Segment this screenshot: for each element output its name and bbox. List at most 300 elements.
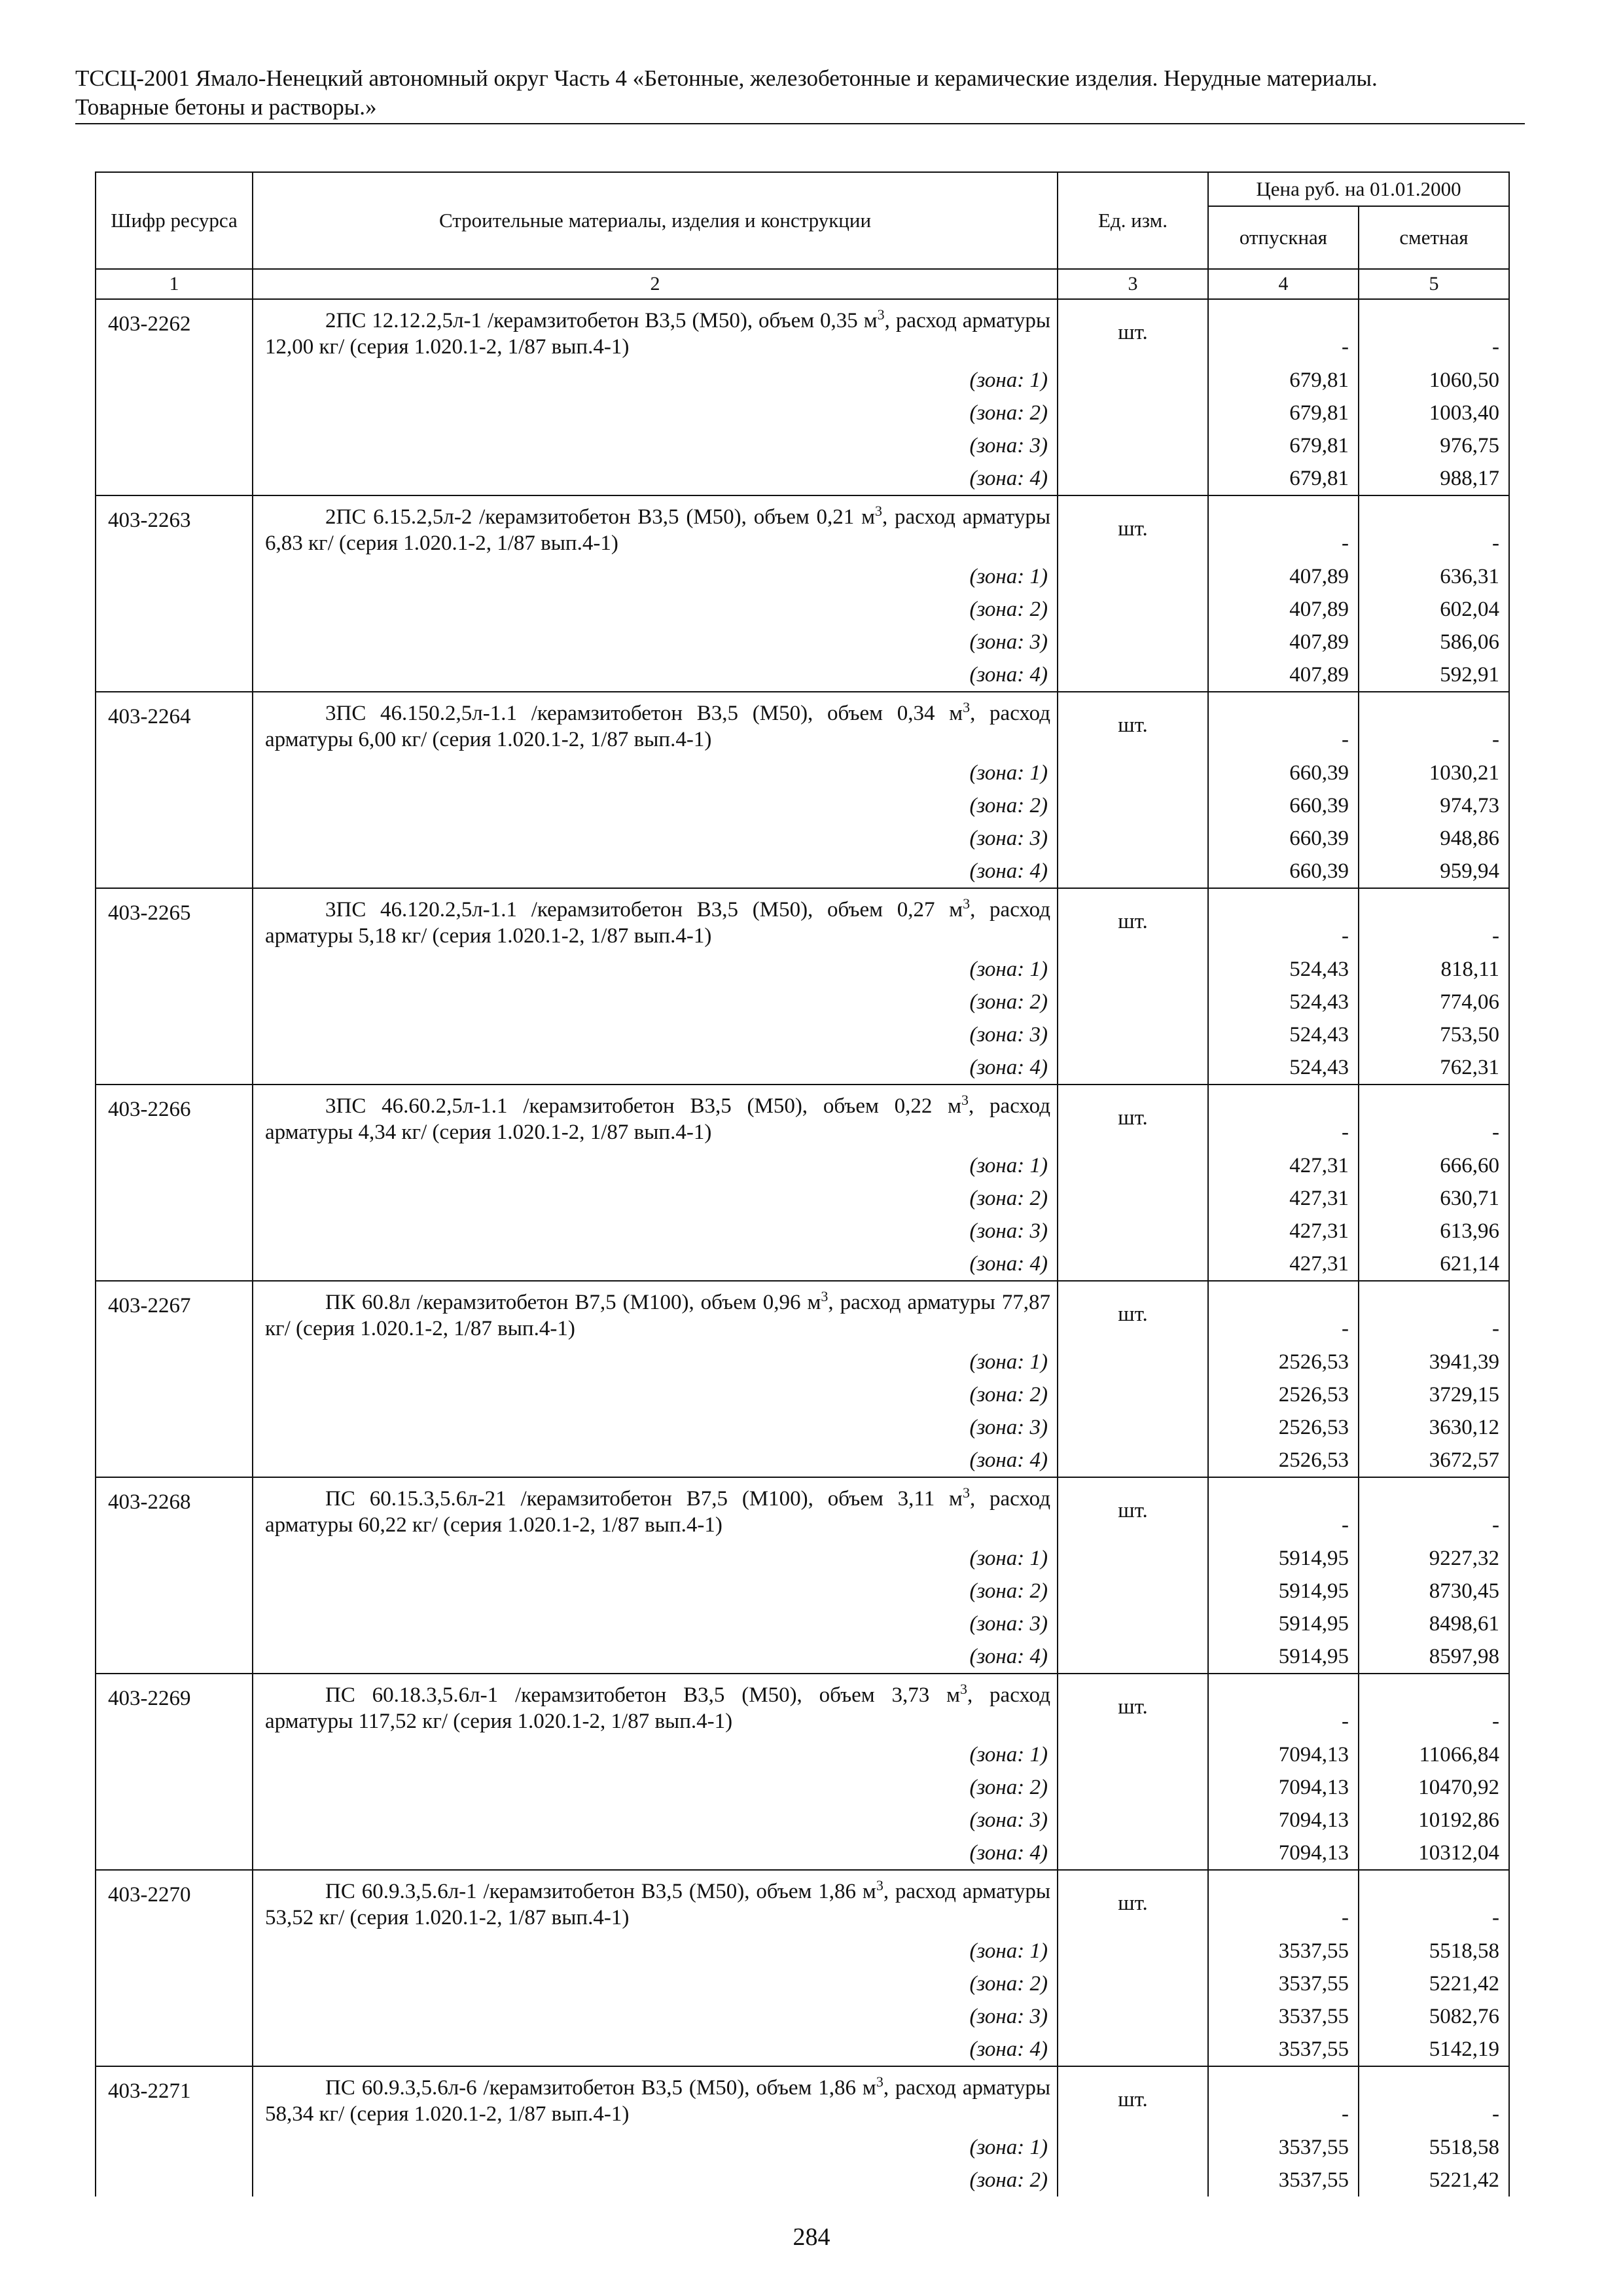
zone-estimate-price: 976,75 [1359, 429, 1509, 462]
zone-estimate-price: 959,94 [1359, 855, 1509, 888]
zone-estimate-price: 621,14 [1359, 1247, 1509, 1281]
zone-label: (зона: 1) [253, 2131, 1058, 2164]
column-number: 3 [1058, 269, 1208, 299]
zone-label: (зона: 1) [253, 1346, 1058, 1378]
zone-row [96, 1182, 1509, 1215]
zone-release-price: 3537,55 [1208, 2131, 1359, 2164]
zone-unit-cell [1058, 397, 1208, 429]
zone-release-price: 524,43 [1208, 1018, 1359, 1051]
cubic-exponent: 3 [959, 1681, 967, 1697]
column-number-row [96, 269, 1509, 299]
price-table-container [95, 171, 1508, 2197]
zone-row [96, 953, 1509, 986]
zone-unit-cell [1058, 1051, 1208, 1085]
material-description [253, 1674, 1058, 1738]
release-price: - [1208, 1085, 1359, 1149]
resource-code: 403-2267 [96, 1281, 253, 1477]
zone-row [96, 1837, 1509, 1870]
zone-unit-cell [1058, 1542, 1208, 1575]
zone-estimate-price: 636,31 [1359, 560, 1509, 593]
zone-row [96, 397, 1509, 429]
zone-release-price: 5914,95 [1208, 1542, 1359, 1575]
description-text: ПС 60.9.3,5.6л-6 /керамзитобетон В3,5 (М50), объем 1,86 м [325, 2076, 876, 2100]
zone-label: (зона: 1) [253, 1149, 1058, 1182]
zone-estimate-price: 5518,58 [1359, 2131, 1509, 2164]
resource-code: 403-2263 [96, 495, 253, 692]
zone-estimate-price: 1060,50 [1359, 364, 1509, 397]
zone-estimate-price: 1030,21 [1359, 757, 1509, 789]
header-line-2: Товарные бетоны и растворы.» [75, 94, 377, 120]
zone-release-price: 679,81 [1208, 462, 1359, 495]
estimate-price: - [1359, 1477, 1509, 1542]
zone-label: (зона: 4) [253, 462, 1058, 495]
unit-of-measure: шт. [1058, 2066, 1208, 2131]
header-price-group: Цена руб. на 01.01.2000 [1208, 172, 1509, 206]
description-text-cont: , расход арматуры 58,34 кг/ (серия 1.020.1-2, 1/87 вып.4-1) [265, 2076, 1050, 2126]
table-row [96, 1085, 1509, 1149]
zone-release-price: 7094,13 [1208, 1738, 1359, 1771]
zone-estimate-price: 988,17 [1359, 462, 1509, 495]
unit-of-measure: шт. [1058, 299, 1208, 364]
cubic-exponent: 3 [876, 1877, 883, 1893]
unit-of-measure: шт. [1058, 1674, 1208, 1738]
estimate-price: - [1359, 888, 1509, 953]
zone-row [96, 822, 1509, 855]
cubic-exponent: 3 [961, 1092, 969, 1108]
zone-estimate-price: 8730,45 [1359, 1575, 1509, 1607]
zone-release-price: 2526,53 [1208, 1411, 1359, 1444]
zone-row [96, 1738, 1509, 1771]
zone-estimate-price: 818,11 [1359, 953, 1509, 986]
zone-release-price: 407,89 [1208, 626, 1359, 658]
zone-estimate-price: 10192,86 [1359, 1804, 1509, 1837]
zone-label: (зона: 1) [253, 364, 1058, 397]
zone-unit-cell [1058, 1738, 1208, 1771]
zone-label: (зона: 4) [253, 658, 1058, 692]
zone-label: (зона: 2) [253, 789, 1058, 822]
zone-label: (зона: 3) [253, 429, 1058, 462]
zone-row [96, 1051, 1509, 1085]
zone-unit-cell [1058, 1444, 1208, 1477]
zone-label: (зона: 1) [253, 1542, 1058, 1575]
zone-label: (зона: 3) [253, 1804, 1058, 1837]
description-text-cont: , расход арматуры 117,52 кг/ (серия 1.020.1-2, 1/87 вып.4-1) [265, 1683, 1050, 1733]
zone-unit-cell [1058, 1215, 1208, 1247]
zone-estimate-price: 753,50 [1359, 1018, 1509, 1051]
zone-label: (зона: 2) [253, 2164, 1058, 2197]
resource-code: 403-2268 [96, 1477, 253, 1674]
page-number: 284 [793, 2223, 830, 2251]
zone-estimate-price: 592,91 [1359, 658, 1509, 692]
zone-label: (зона: 4) [253, 1444, 1058, 1477]
release-price: - [1208, 2066, 1359, 2131]
description-text: ПС 60.15.3,5.6л-21 /керамзитобетон В7,5 (М100), объем 3,11 м [325, 1487, 963, 1511]
zone-row [96, 1771, 1509, 1804]
zone-estimate-price: 1003,40 [1359, 397, 1509, 429]
zone-unit-cell [1058, 560, 1208, 593]
table-row [96, 1477, 1509, 1542]
zone-row [96, 1607, 1509, 1640]
table-row [96, 888, 1509, 953]
cubic-exponent: 3 [877, 306, 885, 323]
zone-estimate-price: 8498,61 [1359, 1607, 1509, 1640]
zone-release-price: 660,39 [1208, 822, 1359, 855]
zone-label: (зона: 3) [253, 1215, 1058, 1247]
zone-row [96, 2000, 1509, 2033]
zone-release-price: 2526,53 [1208, 1444, 1359, 1477]
release-price: - [1208, 1870, 1359, 1935]
estimate-price: - [1359, 495, 1509, 560]
zone-release-price: 427,31 [1208, 1182, 1359, 1215]
zone-row [96, 1149, 1509, 1182]
zone-unit-cell [1058, 1018, 1208, 1051]
cubic-exponent: 3 [876, 2073, 883, 2090]
zone-row [96, 2033, 1509, 2066]
zone-release-price: 524,43 [1208, 953, 1359, 986]
table-body [96, 299, 1509, 2197]
column-number: 4 [1208, 269, 1359, 299]
material-description [253, 2066, 1058, 2131]
zone-estimate-price: 974,73 [1359, 789, 1509, 822]
zone-row [96, 593, 1509, 626]
zone-unit-cell [1058, 822, 1208, 855]
zone-row [96, 626, 1509, 658]
zone-estimate-price: 10470,92 [1359, 1771, 1509, 1804]
zone-estimate-price: 602,04 [1359, 593, 1509, 626]
zone-label: (зона: 3) [253, 626, 1058, 658]
description-text-cont: , расход арматуры 60,22 кг/ (серия 1.020.1-2, 1/87 вып.4-1) [265, 1487, 1050, 1537]
estimate-price: - [1359, 1674, 1509, 1738]
zone-release-price: 2526,53 [1208, 1346, 1359, 1378]
zone-label: (зона: 3) [253, 822, 1058, 855]
zone-unit-cell [1058, 2000, 1208, 2033]
zone-row [96, 1378, 1509, 1411]
zone-label: (зона: 4) [253, 855, 1058, 888]
zone-unit-cell [1058, 855, 1208, 888]
zone-label: (зона: 4) [253, 2033, 1058, 2066]
zone-label: (зона: 1) [253, 1738, 1058, 1771]
resource-code: 403-2262 [96, 299, 253, 495]
zone-label: (зона: 2) [253, 1967, 1058, 2000]
estimate-price: - [1359, 2066, 1509, 2131]
zone-unit-cell [1058, 2131, 1208, 2164]
header-name: Строительные материалы, изделия и конструкции [253, 172, 1058, 269]
zone-unit-cell [1058, 1378, 1208, 1411]
description-text-cont: , расход арматуры 5,18 кг/ (серия 1.020.1-2, 1/87 вып.4-1) [265, 898, 1050, 948]
zone-row [96, 1575, 1509, 1607]
material-description [253, 1281, 1058, 1346]
zone-release-price: 7094,13 [1208, 1837, 1359, 1870]
estimate-price: - [1359, 299, 1509, 364]
header-estimate-price: сметная [1359, 206, 1509, 269]
table-row [96, 692, 1509, 757]
description-text-cont: , расход арматуры 77,87 кг/ (серия 1.020.1-2, 1/87 вып.4-1) [265, 1291, 1050, 1340]
zone-unit-cell [1058, 658, 1208, 692]
zone-unit-cell [1058, 593, 1208, 626]
zone-row [96, 1935, 1509, 1967]
zone-unit-cell [1058, 1346, 1208, 1378]
release-price: - [1208, 1281, 1359, 1346]
zone-unit-cell [1058, 1640, 1208, 1674]
zone-row [96, 462, 1509, 495]
zone-estimate-price: 630,71 [1359, 1182, 1509, 1215]
zone-release-price: 427,31 [1208, 1149, 1359, 1182]
cubic-exponent: 3 [874, 503, 882, 519]
zone-label: (зона: 2) [253, 1378, 1058, 1411]
material-description [253, 1477, 1058, 1542]
zone-estimate-price: 5142,19 [1359, 2033, 1509, 2066]
unit-of-measure: шт. [1058, 1477, 1208, 1542]
zone-row [96, 1542, 1509, 1575]
cubic-exponent: 3 [962, 1484, 970, 1501]
table-row [96, 2066, 1509, 2131]
zone-release-price: 3537,55 [1208, 2000, 1359, 2033]
zone-label: (зона: 4) [253, 1051, 1058, 1085]
zone-release-price: 7094,13 [1208, 1804, 1359, 1837]
material-description [253, 888, 1058, 953]
table-row [96, 299, 1509, 364]
zone-unit-cell [1058, 1607, 1208, 1640]
zone-row [96, 560, 1509, 593]
zone-label: (зона: 2) [253, 1182, 1058, 1215]
zone-unit-cell [1058, 1575, 1208, 1607]
zone-release-price: 2526,53 [1208, 1378, 1359, 1411]
resource-code: 403-2271 [96, 2066, 253, 2197]
material-description [253, 692, 1058, 757]
resource-code: 403-2269 [96, 1674, 253, 1870]
zone-row [96, 1444, 1509, 1477]
zone-row [96, 1215, 1509, 1247]
zone-estimate-price: 613,96 [1359, 1215, 1509, 1247]
header-code: Шифр ресурса [96, 172, 253, 269]
table-row [96, 1281, 1509, 1346]
zone-estimate-price: 9227,32 [1359, 1542, 1509, 1575]
zone-unit-cell [1058, 953, 1208, 986]
zone-release-price: 660,39 [1208, 855, 1359, 888]
description-text: 3ПС 46.150.2,5л-1.1 /керамзитобетон В3,5 (М50), объем 0,34 м [325, 702, 963, 725]
unit-of-measure: шт. [1058, 1085, 1208, 1149]
zone-estimate-price: 10312,04 [1359, 1837, 1509, 1870]
resource-code: 403-2266 [96, 1085, 253, 1281]
zone-row [96, 757, 1509, 789]
resource-code: 403-2270 [96, 1870, 253, 2066]
zone-unit-cell [1058, 2164, 1208, 2197]
zone-label: (зона: 2) [253, 397, 1058, 429]
zone-release-price: 3537,55 [1208, 2164, 1359, 2197]
zone-estimate-price: 3729,15 [1359, 1378, 1509, 1411]
description-text: ПС 60.18.3,5.6л-1 /керамзитобетон В3,5 (М50), объем 3,73 м [325, 1683, 960, 1707]
zone-row [96, 364, 1509, 397]
zone-release-price: 7094,13 [1208, 1771, 1359, 1804]
table-row [96, 1674, 1509, 1738]
resource-code: 403-2264 [96, 692, 253, 888]
resource-code: 403-2265 [96, 888, 253, 1085]
description-text: 3ПС 46.120.2,5л-1.1 /керамзитобетон В3,5 (М50), объем 0,27 м [325, 898, 963, 922]
cubic-exponent: 3 [963, 895, 971, 912]
zone-label: (зона: 2) [253, 1771, 1058, 1804]
zone-estimate-price: 5221,42 [1359, 1967, 1509, 2000]
zone-unit-cell [1058, 1182, 1208, 1215]
unit-of-measure: шт. [1058, 495, 1208, 560]
zone-row [96, 855, 1509, 888]
zone-unit-cell [1058, 364, 1208, 397]
zone-unit-cell [1058, 1967, 1208, 2000]
estimate-price: - [1359, 1085, 1509, 1149]
zone-release-price: 524,43 [1208, 1051, 1359, 1085]
zone-estimate-price: 8597,98 [1359, 1640, 1509, 1674]
zone-estimate-price: 762,31 [1359, 1051, 1509, 1085]
zone-unit-cell [1058, 1771, 1208, 1804]
zone-estimate-price: 666,60 [1359, 1149, 1509, 1182]
zone-release-price: 524,43 [1208, 986, 1359, 1018]
zone-unit-cell [1058, 1837, 1208, 1870]
zone-label: (зона: 2) [253, 593, 1058, 626]
zone-row [96, 1967, 1509, 2000]
header-release-price: отпускная [1208, 206, 1359, 269]
unit-of-measure: шт. [1058, 888, 1208, 953]
material-description [253, 1085, 1058, 1149]
estimate-price: - [1359, 1281, 1509, 1346]
zone-estimate-price: 3672,57 [1359, 1444, 1509, 1477]
zone-unit-cell [1058, 626, 1208, 658]
zone-label: (зона: 1) [253, 757, 1058, 789]
zone-label: (зона: 1) [253, 560, 1058, 593]
zone-estimate-price: 3941,39 [1359, 1346, 1509, 1378]
material-description [253, 299, 1058, 364]
table-row [96, 1870, 1509, 1935]
zone-release-price: 407,89 [1208, 658, 1359, 692]
zone-release-price: 5914,95 [1208, 1575, 1359, 1607]
zone-unit-cell [1058, 1935, 1208, 1967]
column-number: 1 [96, 269, 253, 299]
cubic-exponent: 3 [963, 699, 971, 715]
zone-row [96, 1018, 1509, 1051]
zone-unit-cell [1058, 986, 1208, 1018]
zone-estimate-price: 5518,58 [1359, 1935, 1509, 1967]
zone-label: (зона: 4) [253, 1640, 1058, 1674]
description-text: 3ПС 46.60.2,5л-1.1 /керамзитобетон В3,5 (М50), объем 0,22 м [325, 1094, 962, 1118]
header-unit: Ед. изм. [1058, 172, 1208, 269]
zone-row [96, 2131, 1509, 2164]
zone-release-price: 3537,55 [1208, 1967, 1359, 2000]
zone-unit-cell [1058, 1411, 1208, 1444]
zone-release-price: 427,31 [1208, 1247, 1359, 1281]
release-price: - [1208, 1477, 1359, 1542]
zone-label: (зона: 4) [253, 1247, 1058, 1281]
zone-row [96, 658, 1509, 692]
zone-release-price: 5914,95 [1208, 1607, 1359, 1640]
header-rule [75, 123, 1525, 124]
release-price: - [1208, 1674, 1359, 1738]
zone-label: (зона: 3) [253, 1411, 1058, 1444]
zone-estimate-price: 3630,12 [1359, 1411, 1509, 1444]
zone-estimate-price: 11066,84 [1359, 1738, 1509, 1771]
zone-release-price: 660,39 [1208, 757, 1359, 789]
table-row [96, 495, 1509, 560]
zone-release-price: 427,31 [1208, 1215, 1359, 1247]
description-text: 2ПС 6.15.2,5л-2 /керамзитобетон В3,5 (М50), объем 0,21 м [325, 505, 875, 529]
zone-estimate-price: 5221,42 [1359, 2164, 1509, 2197]
zone-label: (зона: 2) [253, 1575, 1058, 1607]
release-price: - [1208, 299, 1359, 364]
description-text-cont: , расход арматуры 6,83 кг/ (серия 1.020.1-2, 1/87 вып.4-1) [265, 505, 1050, 555]
zone-estimate-price: 774,06 [1359, 986, 1509, 1018]
page-header [75, 64, 1525, 122]
material-description [253, 495, 1058, 560]
zone-release-price: 407,89 [1208, 560, 1359, 593]
zone-row [96, 2164, 1509, 2197]
cubic-exponent: 3 [821, 1288, 829, 1304]
zone-release-price: 660,39 [1208, 789, 1359, 822]
description-text: ПК 60.8л /керамзитобетон В7,5 (М100), объем 0,96 м [325, 1291, 821, 1314]
zone-label: (зона: 3) [253, 1607, 1058, 1640]
zone-label: (зона: 4) [253, 1837, 1058, 1870]
column-number: 2 [253, 269, 1058, 299]
zone-unit-cell [1058, 462, 1208, 495]
description-text: ПС 60.9.3,5.6л-1 /керамзитобетон В3,5 (М50), объем 1,86 м [325, 1880, 876, 1903]
zone-row [96, 986, 1509, 1018]
zone-label: (зона: 2) [253, 986, 1058, 1018]
zone-label: (зона: 1) [253, 953, 1058, 986]
unit-of-measure: шт. [1058, 1281, 1208, 1346]
zone-release-price: 3537,55 [1208, 2033, 1359, 2066]
zone-estimate-price: 948,86 [1359, 822, 1509, 855]
release-price: - [1208, 692, 1359, 757]
zone-unit-cell [1058, 1149, 1208, 1182]
zone-release-price: 679,81 [1208, 397, 1359, 429]
unit-of-measure: шт. [1058, 692, 1208, 757]
zone-unit-cell [1058, 1804, 1208, 1837]
zone-row [96, 1804, 1509, 1837]
material-description [253, 1870, 1058, 1935]
zone-label: (зона: 3) [253, 1018, 1058, 1051]
zone-unit-cell [1058, 1247, 1208, 1281]
zone-unit-cell [1058, 757, 1208, 789]
zone-row [96, 1411, 1509, 1444]
zone-release-price: 3537,55 [1208, 1935, 1359, 1967]
column-number: 5 [1359, 269, 1509, 299]
description-text-cont: , расход арматуры 4,34 кг/ (серия 1.020.1-2, 1/87 вып.4-1) [265, 1094, 1050, 1144]
zone-release-price: 679,81 [1208, 364, 1359, 397]
price-table [95, 171, 1510, 2197]
zone-label: (зона: 1) [253, 1935, 1058, 1967]
zone-row [96, 1640, 1509, 1674]
zone-release-price: 407,89 [1208, 593, 1359, 626]
release-price: - [1208, 888, 1359, 953]
unit-of-measure: шт. [1058, 1870, 1208, 1935]
zone-row [96, 789, 1509, 822]
description-text-cont: , расход арматуры 53,52 кг/ (серия 1.020.1-2, 1/87 вып.4-1) [265, 1880, 1050, 1929]
zone-release-price: 5914,95 [1208, 1640, 1359, 1674]
estimate-price: - [1359, 692, 1509, 757]
zone-row [96, 1346, 1509, 1378]
zone-estimate-price: 5082,76 [1359, 2000, 1509, 2033]
zone-label: (зона: 3) [253, 2000, 1058, 2033]
estimate-price: - [1359, 1870, 1509, 1935]
zone-unit-cell [1058, 429, 1208, 462]
zone-unit-cell [1058, 2033, 1208, 2066]
zone-row [96, 1247, 1509, 1281]
description-text-cont: , расход арматуры 12,00 кг/ (серия 1.020.1-2, 1/87 вып.4-1) [265, 309, 1050, 359]
zone-row [96, 429, 1509, 462]
header-line-1: ТССЦ-2001 Ямало-Ненецкий автономный округ Часть 4 «Бетонные, железобетонные и керамические изделия. Нерудные материалы. [75, 65, 1378, 91]
description-text: 2ПС 12.12.2,5л-1 /керамзитобетон В3,5 (М50), объем 0,35 м [325, 309, 878, 332]
release-price: - [1208, 495, 1359, 560]
zone-release-price: 679,81 [1208, 429, 1359, 462]
zone-unit-cell [1058, 789, 1208, 822]
description-text-cont: , расход арматуры 6,00 кг/ (серия 1.020.1-2, 1/87 вып.4-1) [265, 702, 1050, 751]
zone-estimate-price: 586,06 [1359, 626, 1509, 658]
